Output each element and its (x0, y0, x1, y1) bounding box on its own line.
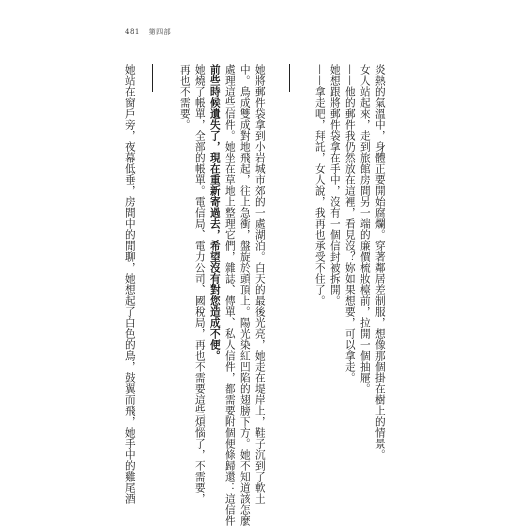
section-title: 第四部 (148, 28, 172, 36)
section-rule (289, 64, 290, 92)
page-number: 481 (125, 28, 140, 36)
text-column: 中。鳥成雙成對地飛起，往上急衝，盤旋於頭頂上。陽光染紅凹陷的翅膀下方。她不知道該怎麼 (238, 64, 251, 526)
text-column: ——他的郵件我仍然放在這裡，看見沒？妳如果想要，可以拿走。 (343, 64, 356, 383)
text-column: ——拿走吧，拜託，女人說，我再也承受不住了。 (313, 64, 326, 306)
text-column: 她想跟將郵件袋拿在手中，沒有一個信封被拆開。 (328, 64, 341, 306)
section-rule (152, 64, 153, 92)
text-column: 女人站起來，走到旅館房間另一端的廉價梳妝檯前，拉開一個抽屜。 (358, 64, 371, 394)
page-header (125, 27, 171, 37)
text-column: 她將郵件袋拿到小岩城市郊的一處湖泊。白天的最後光亮，她走在堤岸上，鞋子沉到了軟土 (253, 64, 266, 504)
text-column-emphasis: 前些時候遺失了，現在重新寄過去，希望沒有對您造成不便。 (208, 64, 221, 361)
text-column: 再也不需要。 (178, 64, 191, 130)
text-column: 她燒了帳單，全部的帳單。電信局、電力公司、國稅局，再也不需要這些煩惱了，不需要， (193, 64, 206, 504)
text-column: 炎熱的氣溫中，身體正要開始腐爛。穿著鄰居差制服，想像那個掛在樹上的情景。 (373, 64, 386, 460)
text-column: 她站在窗戶旁，夜幕低垂，房間中的閒聊，她想起了白色的鳥，鼓翼而飛，她手中的雞尾酒 (123, 64, 136, 504)
text-column: 處理這些信件。她坐在草地上整理它們，雜誌、傳單、私人信件，都需要附個便條歸還：這信件 (223, 64, 236, 526)
